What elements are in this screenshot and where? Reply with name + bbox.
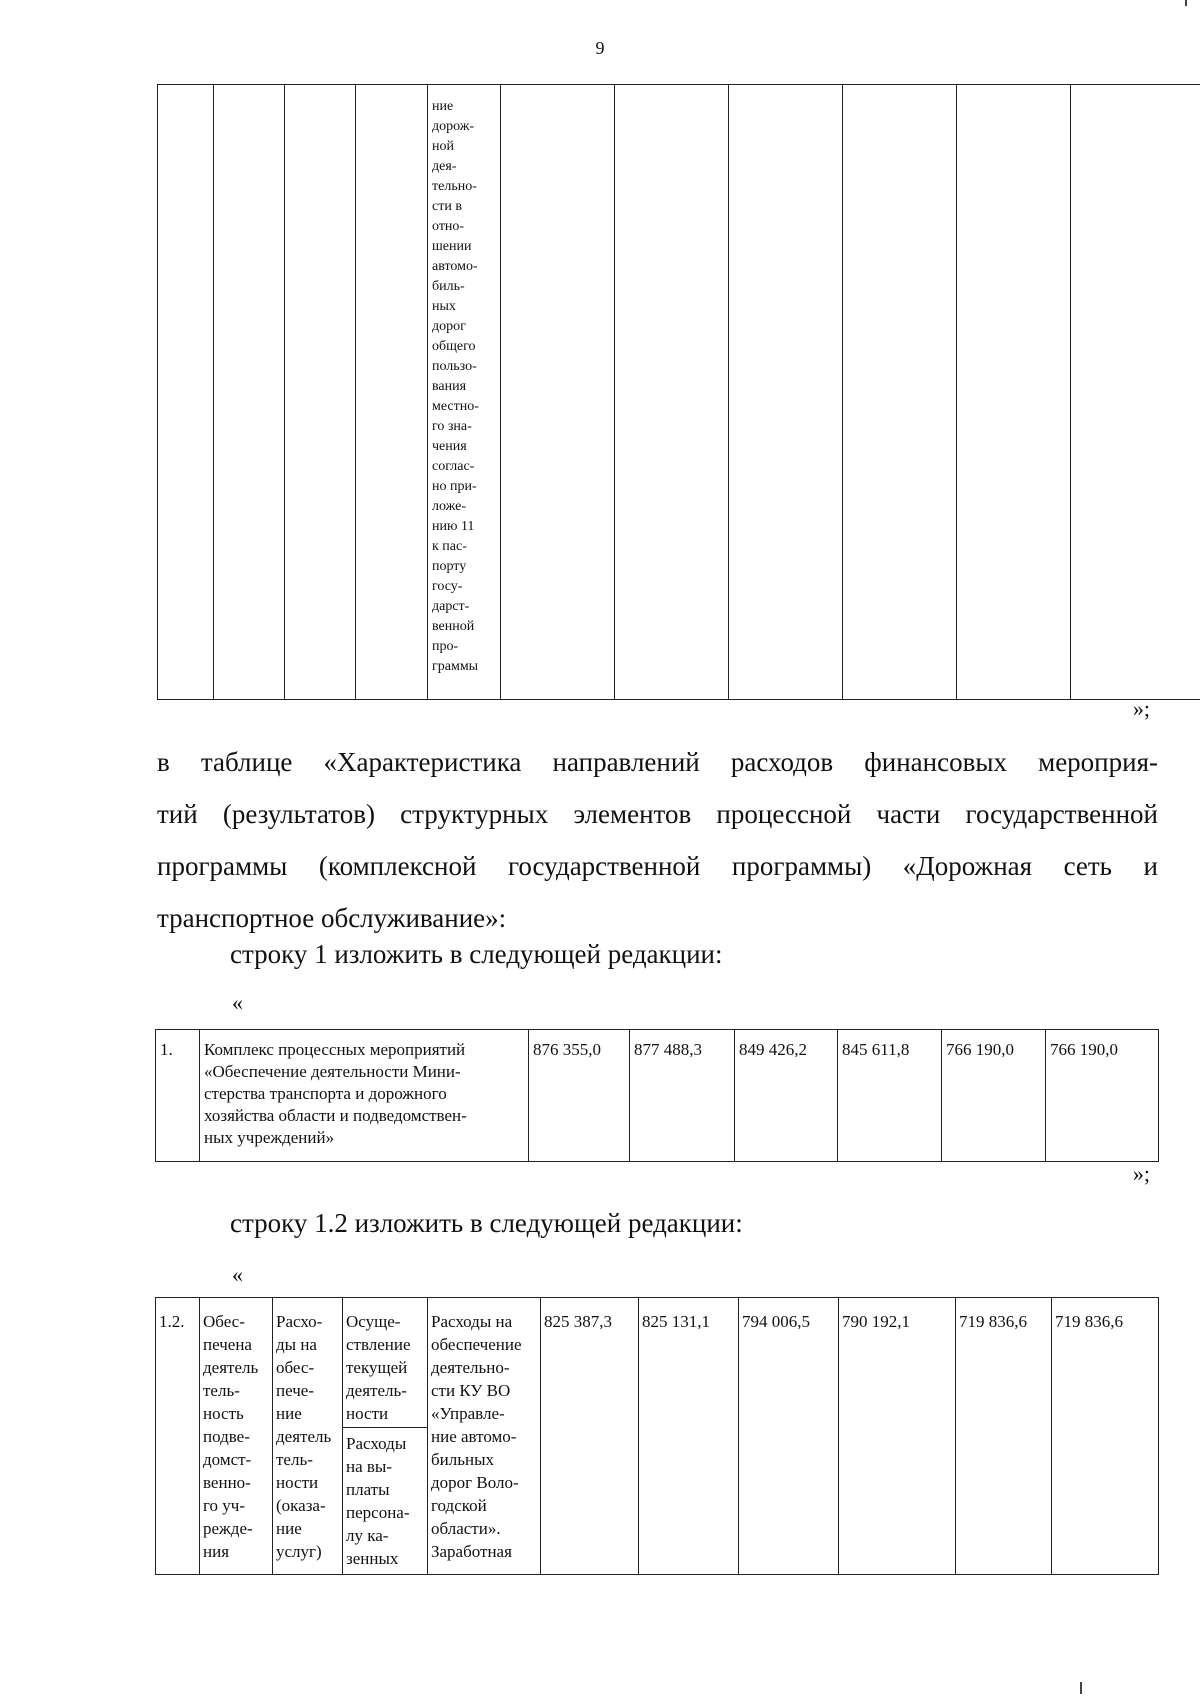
cell-text-line: деятель	[203, 1358, 259, 1377]
cell-text-line: Расхо-	[276, 1312, 323, 1331]
cell-text-line: граммы	[432, 659, 479, 674]
cell-text-line: дарст-	[432, 599, 470, 614]
cell-text-line: Расходы на	[431, 1312, 513, 1331]
instruction-row-1: строку 1 изложить в следующей редакции:	[230, 939, 723, 969]
value-cell: 794 006,5	[739, 1298, 839, 1575]
description-line: стерства транспорта и дорожного	[204, 1084, 447, 1103]
cell-text-line: пользо-	[432, 359, 477, 374]
cell-text-line: автомо-	[432, 259, 478, 274]
opening-quote: «	[232, 990, 243, 1015]
cell-text-line: но при-	[432, 479, 477, 494]
body-paragraph	[157, 736, 1158, 944]
cell-text-line: подве-	[203, 1427, 250, 1446]
cell-text-line: годской	[431, 1496, 487, 1515]
table-row-1	[155, 1029, 1159, 1162]
row-description	[200, 1030, 529, 1162]
cell-text-line: лу ка-	[346, 1526, 389, 1545]
cell-text-line: зенных	[346, 1549, 399, 1568]
cell-text-line: ние	[432, 99, 454, 114]
row-number: 1.2.	[156, 1298, 200, 1575]
cell-text-line: ности	[276, 1473, 319, 1492]
cell-text-line: на вы-	[346, 1457, 393, 1476]
description-line: ных учреждений»	[204, 1128, 335, 1147]
value-cell: 766 190,0	[1046, 1030, 1159, 1162]
closing-quote: »;	[1132, 1161, 1150, 1186]
scan-mark	[1185, 0, 1187, 6]
table-cell	[501, 85, 615, 700]
table-cell	[214, 85, 285, 700]
cell-text-line: текущей	[346, 1358, 408, 1377]
cell-text-line: ности	[346, 1404, 389, 1423]
value-cell: 766 190,0	[942, 1030, 1046, 1162]
paragraph-line: тий (результатов) структурных элементов процессной части государственной	[157, 799, 1158, 829]
cell-text-line: нию 11	[432, 519, 475, 534]
paragraph-line: транспортное обслуживание»:	[157, 903, 507, 933]
cell-text-line: общего	[432, 339, 476, 354]
scan-mark	[1080, 1682, 1082, 1694]
col-activity	[343, 1298, 428, 1575]
table-cell	[285, 85, 356, 700]
cell-text-line: домст-	[203, 1450, 252, 1469]
value-cell: 876 355,0	[529, 1030, 630, 1162]
col-expenses	[273, 1298, 343, 1575]
cell-text-line: Заработная	[431, 1542, 512, 1561]
page-number: 9	[595, 38, 605, 58]
cell-text-line: порту	[432, 559, 467, 574]
cell-text-line: обеспечение	[431, 1335, 522, 1354]
cell-text-line: режде-	[203, 1519, 253, 1538]
table-row-1-2	[155, 1297, 1159, 1575]
cell-text-line: ложе-	[432, 499, 467, 514]
cell-text-line: деятель	[276, 1427, 332, 1446]
cell-text-line: чения	[432, 439, 467, 454]
cell-text-line: ды на	[276, 1335, 317, 1354]
cell-text-line: ных	[432, 299, 456, 314]
cell-text-line: ние	[276, 1519, 302, 1538]
description-line: «Обеспечение деятельности Мини-	[204, 1062, 461, 1081]
cell-text-line: госу-	[432, 579, 463, 594]
table-cell	[729, 85, 843, 700]
cell-text-line: сти КУ ВО	[431, 1381, 511, 1400]
cell-text-line: шении	[432, 239, 472, 254]
table-cell-description	[428, 85, 501, 700]
description-line: хозяйства области и подведомствен-	[204, 1106, 467, 1125]
col-goal	[200, 1298, 273, 1575]
value-cell: 790 192,1	[839, 1298, 956, 1575]
instruction-row-1-2: строку 1.2 изложить в следующей редакции:	[230, 1208, 743, 1238]
table-cell	[615, 85, 729, 700]
cell-text-line: печена	[203, 1335, 252, 1354]
paragraph-line: в таблице «Характеристика направлений расходов финансовых мероприя-	[157, 747, 1158, 777]
cell-text-line: ния	[203, 1542, 230, 1561]
table-cell	[1071, 85, 1200, 700]
cell-text-line: отно-	[432, 219, 465, 234]
cell-text-line: дея-	[432, 159, 457, 174]
value-cell: 719 836,6	[956, 1298, 1052, 1575]
cell-text-line: «Управле-	[431, 1404, 505, 1423]
cell-text-line: пече-	[276, 1381, 314, 1400]
cell-text-line: деятель-	[346, 1381, 407, 1400]
closing-quote: »;	[1132, 696, 1150, 721]
cell-text-line: Расходы	[346, 1434, 407, 1453]
cell-text-line: венной	[432, 619, 475, 634]
cell-text-line: (оказа-	[276, 1496, 326, 1515]
cell-text-line: услуг)	[276, 1542, 322, 1561]
cell-text-line: биль-	[432, 279, 465, 294]
cell-text-line: го зна-	[432, 419, 472, 434]
table-cell	[957, 85, 1071, 700]
cell-text-line: про-	[432, 639, 459, 654]
cell-text-line: Осуще-	[346, 1312, 401, 1331]
row-number: 1.	[156, 1030, 200, 1162]
value-cell: 877 488,3	[630, 1030, 735, 1162]
activity-bottom	[343, 1428, 427, 1570]
cell-text-line: тельно-	[432, 179, 477, 194]
cell-text-line: Обес-	[203, 1312, 245, 1331]
cell-text-line: бильных	[431, 1450, 495, 1469]
table-cell	[843, 85, 957, 700]
cell-text-line: персона-	[346, 1503, 410, 1522]
cell-text-line: области».	[431, 1519, 501, 1538]
cell-text-line: ние автомо-	[431, 1427, 517, 1446]
value-cell: 849 426,2	[735, 1030, 838, 1162]
cell-text-line: платы	[346, 1480, 390, 1499]
cell-text-line: го уч-	[203, 1496, 246, 1515]
cell-text-line: тель-	[276, 1450, 313, 1469]
cell-text-line: дорог	[432, 319, 466, 334]
table-continuation	[157, 84, 1200, 700]
value-cell: 845 611,8	[838, 1030, 942, 1162]
value-cell: 825 387,3	[541, 1298, 639, 1575]
cell-text-line: соглас-	[432, 459, 475, 474]
table-cell	[158, 85, 214, 700]
paragraph-line: программы (комплексной государственной программы) «Дорожная сеть и	[157, 851, 1158, 881]
cell-text-line: местно-	[432, 399, 479, 414]
table-cell	[356, 85, 428, 700]
cell-text-line: сти в	[432, 199, 462, 214]
cell-text-line: ной	[432, 139, 454, 154]
cell-text-line: венно-	[203, 1473, 251, 1492]
value-cell: 825 131,1	[639, 1298, 739, 1575]
cell-text-line: деятельно-	[431, 1358, 510, 1377]
cell-text-line: дорож-	[432, 119, 475, 134]
cell-text-line: тель-	[203, 1381, 240, 1400]
cell-text-line: к пас-	[432, 539, 467, 554]
cell-text-line: вания	[432, 379, 467, 394]
cell-text-line: ние	[276, 1404, 302, 1423]
value-cell: 719 836,6	[1052, 1298, 1159, 1575]
cell-text-line: дорог Воло-	[431, 1473, 519, 1492]
cell-text-line: ствление	[346, 1335, 411, 1354]
cell-text-line: ность	[203, 1404, 244, 1423]
activity-top	[343, 1310, 427, 1428]
col-direction	[428, 1298, 541, 1575]
description-line: Комплекс процессных мероприятий	[204, 1040, 466, 1059]
opening-quote: «	[232, 1262, 243, 1287]
cell-text-line: обес-	[276, 1358, 315, 1377]
